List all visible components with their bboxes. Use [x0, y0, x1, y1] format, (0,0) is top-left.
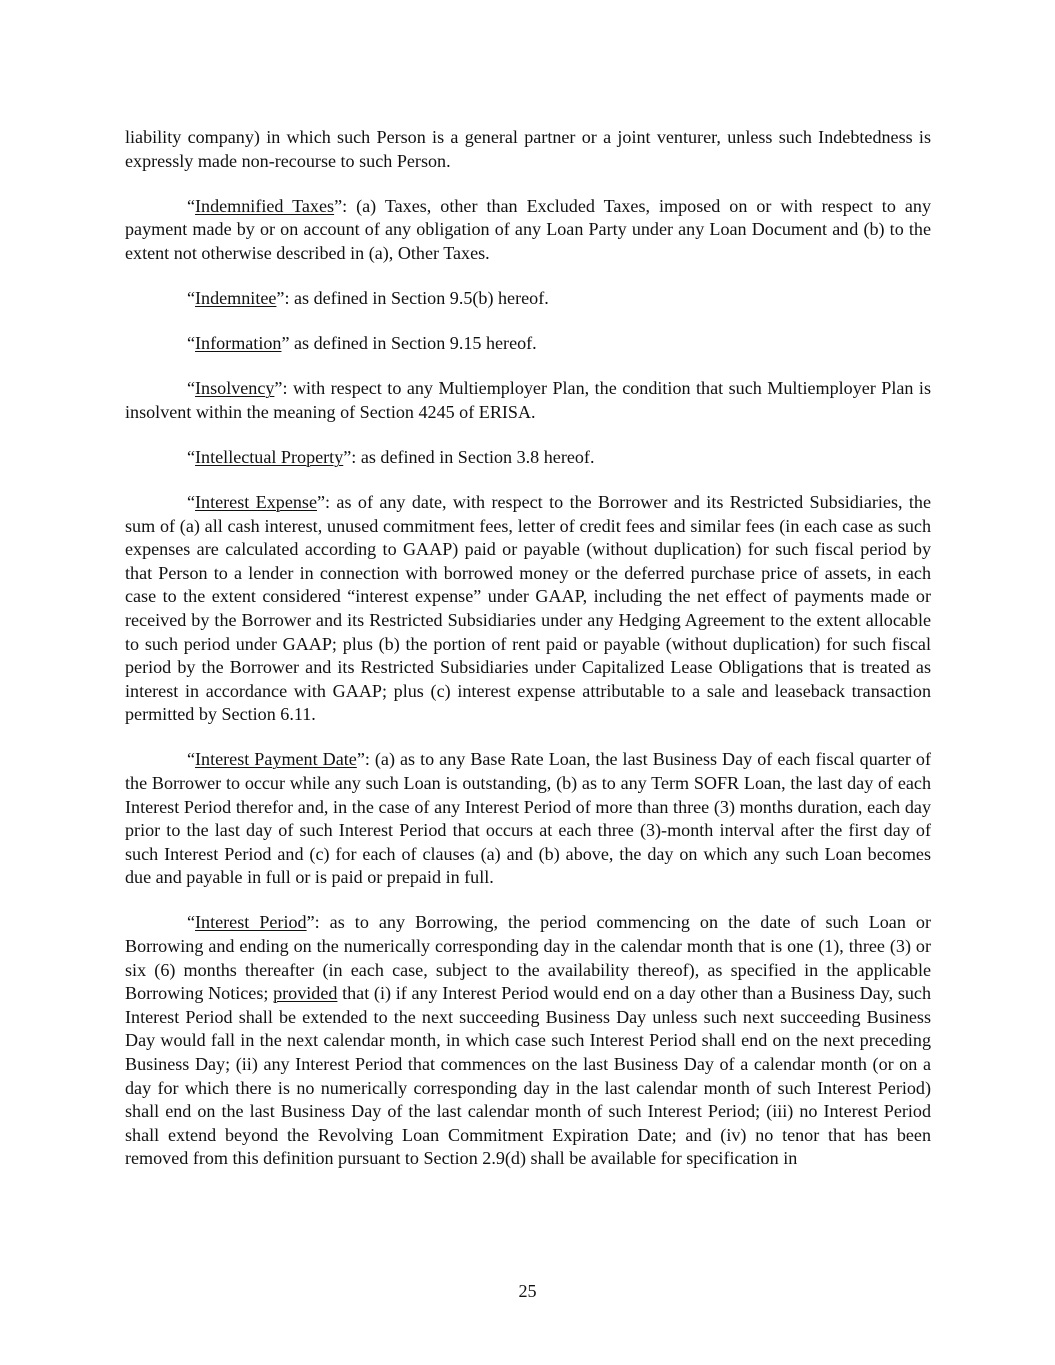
proviso-term: provided — [273, 983, 338, 1004]
definition-interest-period — [125, 911, 931, 1171]
definition-indemnified-taxes — [125, 195, 931, 266]
defined-term: Interest Expense — [195, 491, 317, 512]
open-quote: “ — [187, 912, 196, 933]
definition-text: ”: (a) Taxes, other than Excluded Taxes, imposed on or with respect to any payment made by or on account of any obligation of any Loan Party under any Loan Document and (b) to the extent not otherwise described in (a), Other Taxes. — [125, 195, 931, 263]
definition-text: ”: as defined in Section 3.8 hereof. — [343, 446, 595, 467]
open-quote: “ — [187, 195, 196, 216]
defined-term: Indemnified Taxes — [195, 195, 335, 216]
document-page — [125, 126, 931, 1192]
open-quote: “ — [187, 491, 196, 512]
definition-interest-payment-date — [125, 748, 931, 890]
open-quote: “ — [187, 446, 196, 467]
continuation-paragraph: liability company) in which such Person is a general partner or a joint venturer, unless such Indebtedness is expressly made non-recourse to such Person. — [125, 127, 931, 171]
open-quote: “ — [187, 378, 196, 399]
definition-text: ”: as to any Borrowing, the period commencing on the date of such Loan or Borrowing and ending on the numerically corresponding day in the calendar month that is one (1), three (3) or six (6) months thereafter (in each case, subject to the availability thereof), as specified in the applicable Borrowing Notices; — [125, 912, 931, 1004]
defined-term: Interest Payment Date — [195, 749, 357, 770]
defined-term: Indemnitee — [195, 287, 277, 308]
definition-text: ”: with respect to any Multiemployer Plan, the condition that such Multiemployer Plan is insolvent within the meaning of Section 4245 of ERISA. — [125, 378, 931, 422]
defined-term: Insolvency — [195, 378, 275, 399]
definition-text: ” as defined in Section 9.15 hereof. — [281, 333, 537, 354]
definition-text: ”: (a) as to any Base Rate Loan, the last Business Day of each fiscal quarter of the Borrower to occur while any such Loan is outstanding, (b) as to any Term SOFR Loan, the last day of each Interest Period therefor and, in the case of any Interest Period of more than three (3) months duration, each day prior to the last day of such Interest Period that occurs at each three (3)-month interval after the first day of such Interest Period and (c) for each of clauses (a) and (b) above, the day on which any such Loan becomes due and payable in full or is paid or prepaid in full. — [125, 749, 932, 888]
open-quote: “ — [187, 749, 196, 770]
definition-indemnitee — [125, 287, 931, 311]
definition-intellectual-property — [125, 446, 931, 470]
defined-term: Information — [195, 333, 282, 354]
defined-term: Interest Period — [195, 912, 307, 933]
definition-insolvency — [125, 377, 931, 424]
definition-information — [125, 332, 931, 356]
definition-text: ”: as defined in Section 9.5(b) hereof. — [276, 287, 549, 308]
open-quote: “ — [187, 333, 196, 354]
defined-term: Intellectual Property — [195, 446, 344, 467]
page-number: 25 — [518, 1281, 537, 1301]
definition-text-continued: that (i) if any Interest Period would end on a day other than a Business Day, such Interest Period shall be extended to the next succeeding Business Day unless such next succeeding Business Day would fall in the next calendar month, in which case such Interest Period shall end on the next preceding Business Day; (ii) any Interest Period that commences on the last Business Day of a calendar month (or on a day for which there is no numerically corresponding day in the last calendar month of such Interest Period) shall end on the last Business Day of the last calendar month of such Interest Period; (iii) no Interest Period shall extend beyond the Revolving Loan Commitment Expiration Date; and (iv) no tenor that has been removed from this definition pursuant to Section 2.9(d) shall be available for specification in — [125, 983, 932, 1169]
open-quote: “ — [187, 287, 196, 308]
definition-interest-expense — [125, 491, 931, 727]
definition-text: ”: as of any date, with respect to the Borrower and its Restricted Subsidiaries, the sum of (a) all cash interest, unused commitment fees, letter of credit fees and similar fees (in each case as such expenses are calculated according to GAAP) paid or payable (without duplication) for such fiscal period by that Person to a lender in connection with borrowed money or the deferred purchase price of assets, in each case to the extent considered “interest expense” under GAAP, including the net effect of payments made or received by the Borrower and its Restricted Subsidiaries under any Hedging Agreement to the extent allocable to such period under GAAP; plus (b) the portion of rent paid or payable (without duplication) for such fiscal period by the Borrower and its Restricted Subsidiaries under Capitalized Lease Obligations that is treated as interest in accordance with GAAP; plus (c) interest expense attributable to a sale and leaseback transaction permitted by Section 6.11. — [125, 491, 932, 725]
